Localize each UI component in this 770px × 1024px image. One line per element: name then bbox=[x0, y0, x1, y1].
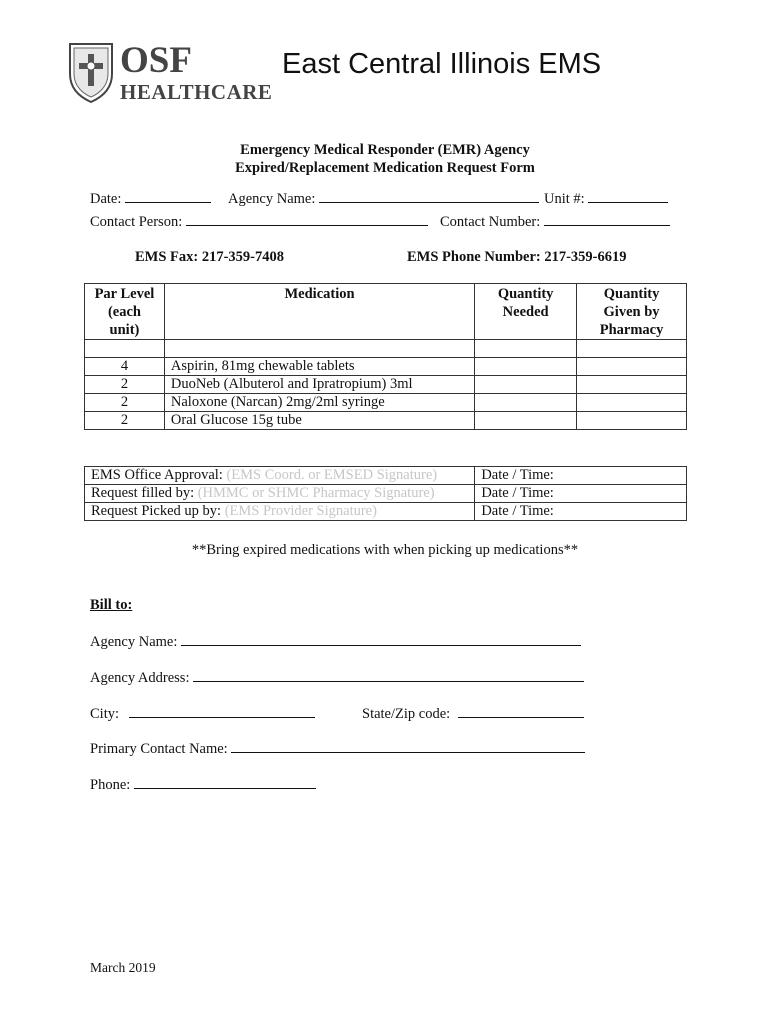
svg-text:HEALTHCARE: HEALTHCARE bbox=[120, 80, 273, 104]
contact-person-field[interactable] bbox=[90, 213, 428, 231]
bill-primary-contact-label: Primary Contact Name: bbox=[90, 741, 228, 757]
ems-fax: EMS Fax: 217-359-7408 bbox=[135, 249, 285, 265]
filled-by-hint: (HMMC or SHMC Pharmacy Signature) bbox=[197, 485, 435, 501]
approval-hint: (EMS Coord. or EMSED Signature) bbox=[226, 467, 438, 483]
picked-up-signature-cell[interactable] bbox=[85, 503, 475, 521]
bill-city-field[interactable] bbox=[90, 705, 315, 723]
bill-state-zip-field[interactable] bbox=[362, 705, 584, 723]
unit-blank[interactable] bbox=[588, 190, 668, 203]
bill-primary-contact-blank[interactable] bbox=[231, 740, 585, 753]
table-row bbox=[85, 358, 687, 376]
approval-row bbox=[85, 503, 687, 521]
table-row bbox=[85, 376, 687, 394]
approval-table bbox=[84, 466, 687, 521]
footer-date: March 2019 bbox=[90, 960, 156, 975]
quantity-needed-cell[interactable] bbox=[475, 376, 577, 394]
osf-healthcare-logo bbox=[62, 36, 273, 106]
bill-phone-label: Phone: bbox=[90, 777, 131, 793]
form-title-line2: Expired/Replacement Medication Request Form bbox=[235, 160, 535, 176]
bill-city-label: City: bbox=[90, 706, 120, 722]
filled-by-signature-cell[interactable] bbox=[85, 485, 475, 503]
approval-date-cell[interactable]: Date / Time: bbox=[475, 467, 687, 485]
header-medication: Medication bbox=[164, 284, 474, 340]
contact-number-blank[interactable] bbox=[544, 213, 670, 226]
bill-to-heading: Bill to: bbox=[90, 597, 133, 613]
approval-row bbox=[85, 467, 687, 485]
contact-number-field[interactable] bbox=[440, 213, 670, 231]
bill-city-blank[interactable] bbox=[129, 705, 315, 718]
medication-table bbox=[84, 283, 687, 430]
quantity-given-cell[interactable] bbox=[577, 376, 687, 394]
agency-name-field[interactable] bbox=[228, 190, 539, 208]
ems-phone: EMS Phone Number: 217-359-6619 bbox=[407, 249, 627, 265]
header-quantity-needed: Quantity Needed bbox=[475, 284, 577, 340]
agency-name-label: Agency Name: bbox=[228, 191, 316, 207]
filled-by-label: Request filled by: bbox=[91, 485, 195, 501]
bill-agency-name-label: Agency Name: bbox=[90, 634, 178, 650]
bill-state-zip-blank[interactable] bbox=[458, 705, 584, 718]
picked-up-label: Request Picked up by: bbox=[91, 503, 222, 519]
picked-up-hint: (EMS Provider Signature) bbox=[224, 503, 377, 519]
medication-cell: Aspirin, 81mg chewable tablets bbox=[164, 358, 474, 376]
bill-agency-name-field[interactable] bbox=[90, 633, 581, 651]
quantity-given-cell[interactable] bbox=[577, 412, 687, 430]
osf-crest-icon bbox=[62, 36, 273, 106]
approval-row bbox=[85, 485, 687, 503]
unit-label: Unit #: bbox=[544, 191, 585, 207]
org-title: East Central Illinois EMS bbox=[282, 48, 602, 80]
contact-person-blank[interactable] bbox=[186, 213, 428, 226]
date-field[interactable] bbox=[90, 190, 211, 208]
contact-number-label: Contact Number: bbox=[440, 214, 541, 230]
agency-name-blank[interactable] bbox=[319, 190, 539, 203]
bill-agency-address-blank[interactable] bbox=[193, 669, 584, 682]
par-level-cell: 4 bbox=[85, 358, 165, 376]
par-level-cell: 2 bbox=[85, 412, 165, 430]
bill-phone-blank[interactable] bbox=[134, 776, 316, 789]
quantity-needed-cell[interactable] bbox=[475, 358, 577, 376]
medication-cell: DuoNeb (Albuterol and Ipratropium) 3ml bbox=[164, 376, 474, 394]
bill-agency-address-label: Agency Address: bbox=[90, 670, 190, 686]
approval-signature-cell[interactable] bbox=[85, 467, 475, 485]
header-quantity-given: Quantity Given by Pharmacy bbox=[577, 284, 687, 340]
contact-person-label: Contact Person: bbox=[90, 214, 183, 230]
approval-label: EMS Office Approval: bbox=[91, 467, 223, 483]
svg-text:OSF: OSF bbox=[120, 40, 192, 81]
form-title-line1: Emergency Medical Responder (EMR) Agency bbox=[240, 142, 530, 158]
unit-field[interactable] bbox=[544, 190, 668, 208]
table-spacer-row bbox=[85, 340, 687, 358]
medication-table-header bbox=[85, 284, 687, 340]
par-level-cell: 2 bbox=[85, 376, 165, 394]
picked-up-date-cell[interactable]: Date / Time: bbox=[475, 503, 687, 521]
medication-cell: Oral Glucose 15g tube bbox=[164, 412, 474, 430]
bill-phone-field[interactable] bbox=[90, 776, 316, 794]
date-label: Date: bbox=[90, 191, 122, 207]
bill-agency-address-field[interactable] bbox=[90, 669, 584, 687]
bill-state-zip-label: State/Zip code: bbox=[362, 706, 451, 722]
table-row bbox=[85, 394, 687, 412]
bring-expired-note: **Bring expired medications with when picking up medications** bbox=[191, 542, 579, 558]
par-level-cell: 2 bbox=[85, 394, 165, 412]
quantity-needed-cell[interactable] bbox=[475, 412, 577, 430]
header-par-level: Par Level (each unit) bbox=[85, 284, 165, 340]
filled-by-date-cell[interactable]: Date / Time: bbox=[475, 485, 687, 503]
medication-cell: Naloxone (Narcan) 2mg/2ml syringe bbox=[164, 394, 474, 412]
bill-primary-contact-field[interactable] bbox=[90, 740, 585, 758]
quantity-given-cell[interactable] bbox=[577, 394, 687, 412]
quantity-given-cell[interactable] bbox=[577, 358, 687, 376]
bill-agency-name-blank[interactable] bbox=[181, 633, 581, 646]
quantity-needed-cell[interactable] bbox=[475, 394, 577, 412]
date-blank[interactable] bbox=[125, 190, 211, 203]
table-row bbox=[85, 412, 687, 430]
